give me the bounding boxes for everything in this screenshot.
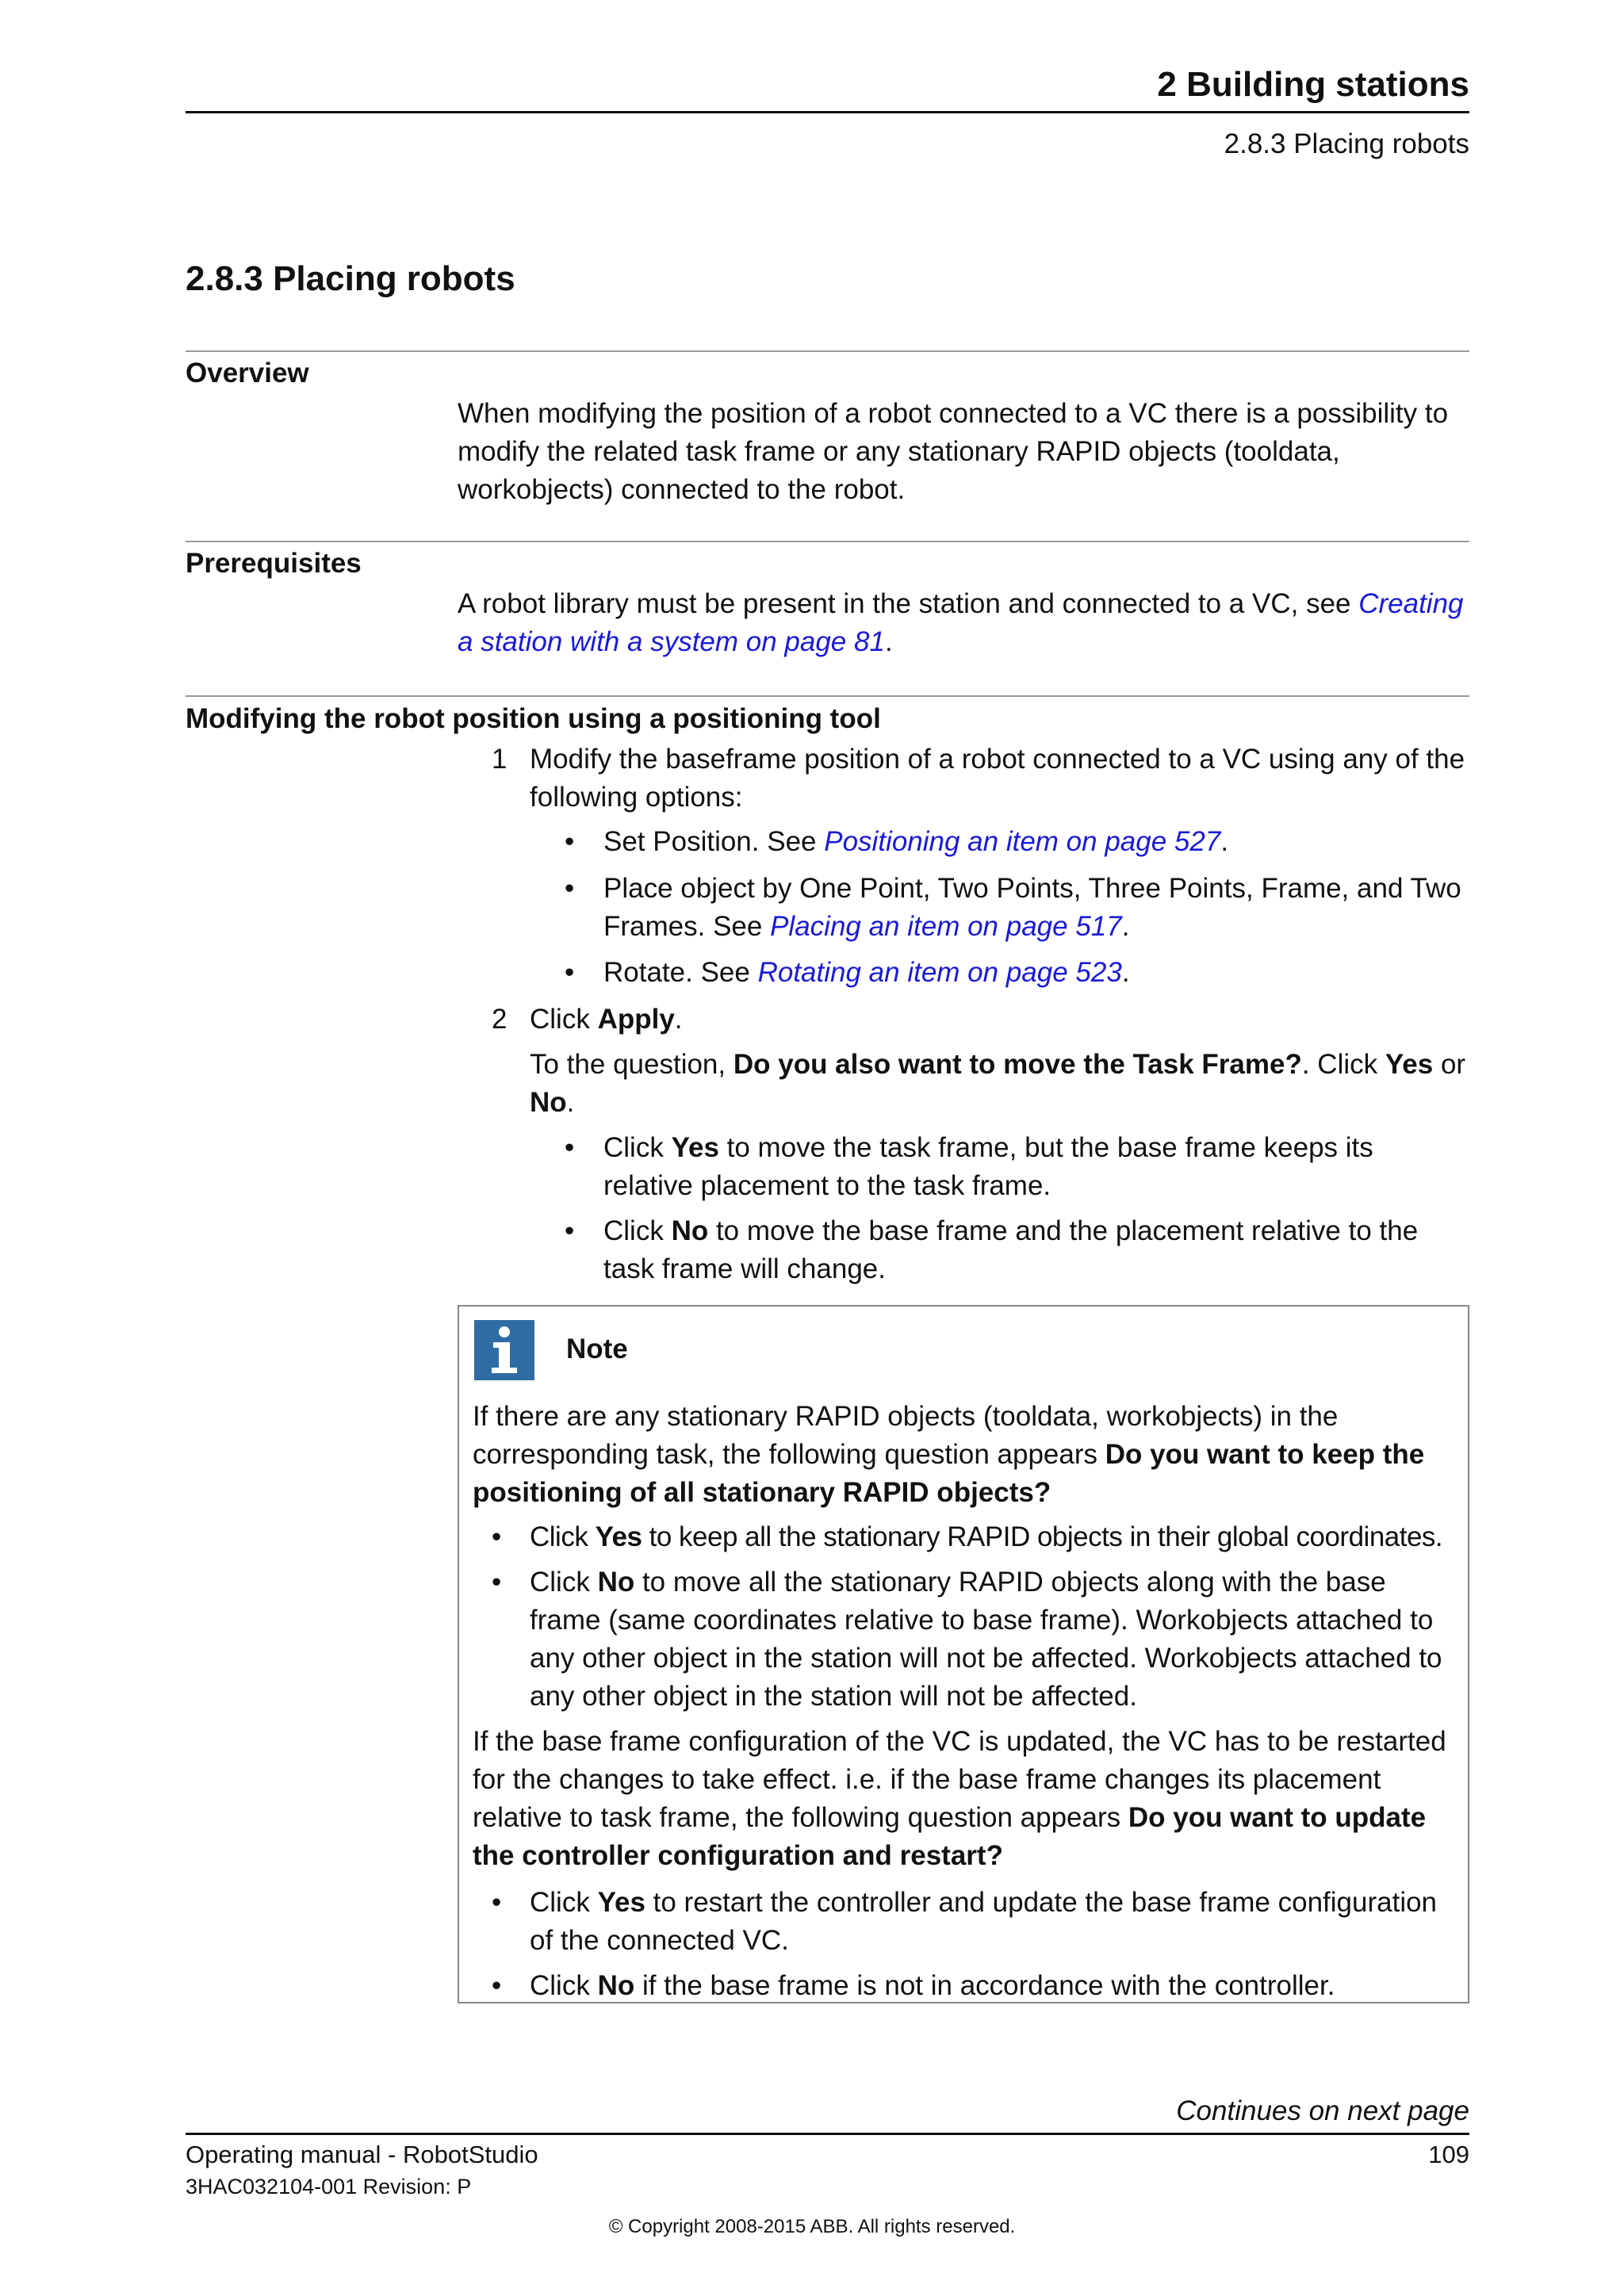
step-1-bullet-rotate: [603, 954, 1469, 992]
step-2-text: [530, 1001, 1469, 1039]
link-placing-item[interactable]: Placing an item on page 517: [770, 911, 1122, 942]
footer-rule: [186, 2133, 1469, 2135]
no-label: No: [530, 1087, 567, 1118]
link-positioning-item[interactable]: Positioning an item on page 527: [824, 826, 1221, 857]
prereq-text-after: .: [884, 626, 893, 657]
bullet-rest: to restart the controller and update the base frame configuration of the connected VC.: [530, 1887, 1438, 1956]
prerequisites-text: [458, 585, 1469, 661]
overview-rule: [186, 350, 1469, 352]
yes-label: Yes: [671, 1132, 719, 1163]
bullet-rest: to move the base frame and the placement relative to the task frame will change.: [603, 1215, 1419, 1284]
modifying-heading: Modifying the robot position using a positioning tool: [186, 703, 881, 734]
question-prefix: To the question,: [530, 1049, 733, 1080]
bullet-marker: •: [565, 957, 575, 988]
step-2-bullet-no: [603, 1212, 1469, 1288]
footer-manual-title: Operating manual - RobotStudio: [186, 2141, 538, 2168]
prerequisites-heading: Prerequisites: [186, 548, 362, 579]
bullet-click: Click: [603, 1132, 672, 1163]
bullet-rest: to move the task frame, but the base frame keeps its relative placement to the task frame.: [603, 1132, 1373, 1201]
yes-label: Yes: [597, 1887, 645, 1918]
note-paragraph-1: [473, 1398, 1461, 1512]
bullet-text-end: .: [1121, 911, 1130, 942]
yes-label: Yes: [1385, 1049, 1434, 1080]
running-header-chapter: 2 Building stations: [1157, 65, 1469, 104]
prereq-text-before: A robot library must be present in the station and connected to a VC, see: [458, 588, 1359, 619]
or-text: or: [1433, 1049, 1466, 1080]
bullet-click: Click: [530, 1970, 598, 2001]
step-1-bullet-set-position: [603, 823, 1469, 861]
link-creating-station[interactable]: Creating a station with a system on page 81: [458, 588, 1464, 657]
bullet-click: Click: [530, 1887, 598, 1918]
bullet-text-end: .: [1220, 826, 1229, 857]
running-header-section: 2.8.3 Placing robots: [1224, 128, 1469, 159]
step-1-number: 1: [492, 744, 508, 775]
note-p2-text: If the base frame configuration of the VC is updated, the VC has to be restarted for the changes to take effect. i.e. if the base frame changes its placement relative to task frame, the following question appears: [473, 1726, 1446, 1833]
prerequisites-rule: [186, 541, 1469, 542]
page-title: 2.8.3 Placing robots: [186, 259, 515, 298]
step-2-number: 2: [492, 1004, 508, 1035]
bullet-marker: •: [565, 826, 575, 857]
bullet-marker: •: [492, 1887, 502, 1918]
bullet-text: Rotate. See: [603, 957, 758, 988]
question-bold: Do you also want to move the Task Frame?: [733, 1049, 1302, 1080]
question-click: . Click: [1301, 1049, 1385, 1080]
bullet-marker: •: [565, 873, 575, 904]
note-bullet-yes-keep: [530, 1518, 1461, 1556]
link-rotating-item[interactable]: Rotating an item on page 523: [757, 957, 1122, 988]
page-number: 109: [1428, 2141, 1469, 2168]
step-2-period: .: [674, 1004, 683, 1035]
bullet-text-end: .: [1121, 957, 1130, 988]
bullet-marker: •: [492, 1567, 502, 1598]
bullet-rest: if the base frame is not in accordance with the controller.: [634, 1970, 1335, 2001]
no-label: No: [671, 1215, 709, 1246]
apply-label: Apply: [597, 1004, 675, 1035]
bullet-marker: •: [565, 1132, 575, 1163]
bullet-click: Click: [530, 1521, 596, 1552]
overview-heading: Overview: [186, 358, 309, 388]
note-p2-question: Do you want to update the controller configuration and restart?: [473, 1802, 1427, 1871]
no-label: No: [597, 1567, 635, 1598]
step-2-bullet-yes: [603, 1129, 1469, 1205]
question-end: .: [566, 1087, 575, 1118]
yes-label: Yes: [595, 1521, 642, 1552]
bullet-text: Place object by One Point, Two Points, Three Points, Frame, and Two Frames. See: [603, 873, 1461, 942]
footer-copyright: © Copyright 2008-2015 ABB. All rights reserved.: [608, 2216, 1016, 2237]
bullet-text: Set Position. See: [603, 826, 825, 857]
note-p1-text: If there are any stationary RAPID objects (tooldata, workobjects) in the corresponding task, the following question appears: [473, 1401, 1339, 1470]
info-icon: [474, 1320, 534, 1380]
footer-document-id: 3HAC032104-001 Revision: P: [186, 2175, 472, 2198]
bullet-marker: •: [492, 1970, 502, 2001]
bullet-rest: to move all the stationary RAPID objects along with the base frame (same coordinates relative to base frame). Workobjects attached to any other object in the station will not be affected. Workobjects attached to any other object in the station will not be affected.: [530, 1567, 1442, 1712]
bullet-rest: to keep all the stationary RAPID objects in their global coordinates.: [642, 1521, 1443, 1552]
step-1-text: Modify the baseframe position of a robot connected to a VC using any of the following options:: [530, 744, 1465, 813]
bullet-marker: •: [565, 1215, 575, 1246]
header-rule: [186, 111, 1469, 113]
note-bullet-yes-restart: [530, 1884, 1461, 1960]
note-bullet-no-move: [530, 1563, 1461, 1716]
step-1-bullet-place-object: [603, 870, 1469, 946]
bullet-click: Click: [530, 1567, 598, 1598]
note-paragraph-2: [473, 1723, 1461, 1875]
continues-on-next-page: Continues on next page: [1176, 2095, 1469, 2126]
step-2-click: Click: [530, 1004, 598, 1035]
overview-text: When modifying the position of a robot connected to a VC there is a possibility to modify the related task frame or any stationary RAPID objects (tooldata, workobjects) connected to the robot.: [458, 398, 1449, 505]
bullet-marker: •: [492, 1521, 502, 1552]
step-2-question: [530, 1046, 1469, 1122]
modifying-rule: [186, 695, 1469, 697]
note-label: Note: [566, 1334, 628, 1364]
no-label: No: [597, 1970, 635, 2001]
note-bullet-no-accordance: [530, 1967, 1461, 2005]
bullet-click: Click: [603, 1215, 672, 1246]
note-p1-question: Do you want to keep the positioning of all stationary RAPID objects?: [473, 1439, 1425, 1508]
